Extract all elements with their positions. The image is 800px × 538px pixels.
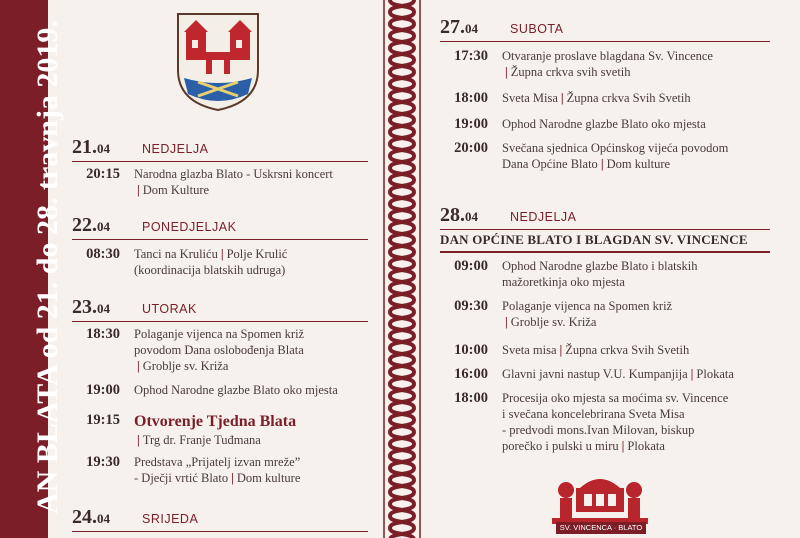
event-line: | Groblje sv. Križa xyxy=(137,359,229,373)
event-row xyxy=(438,48,778,80)
event-line: | Župna crkva svih svetih xyxy=(505,65,631,79)
event-time: 19:00 xyxy=(454,116,488,132)
event-row xyxy=(438,90,778,107)
event-time: 18:00 xyxy=(454,90,488,106)
event-description xyxy=(134,326,304,374)
event-line: povodom Dana oslobođenja Blata xyxy=(134,343,304,357)
event-description xyxy=(502,366,734,383)
event-row xyxy=(70,326,376,374)
event-line: mažoretkinja oko mjesta xyxy=(502,275,625,289)
event-description xyxy=(134,166,333,198)
event-time: 09:00 xyxy=(454,258,488,274)
event-line: Ophod Narodne glazbe Blato i blatskih xyxy=(502,259,698,273)
event-row xyxy=(438,116,778,133)
event-time: 10:00 xyxy=(454,342,488,358)
day-date: 22.04 xyxy=(72,214,110,236)
event-time: 20:15 xyxy=(86,166,120,182)
event-line: | Trg dr. Franje Tuđmana xyxy=(137,433,261,447)
event-line: Predstava „Prijatelj izvan mreže” xyxy=(134,455,301,469)
event-description xyxy=(502,116,706,133)
municipal-crest-icon xyxy=(176,12,260,112)
day-name: NEDJELJA xyxy=(510,210,577,224)
day-header xyxy=(440,16,770,42)
event-line: Narodna glazba Blato - Uskrsni koncert xyxy=(134,167,333,181)
event-line: Polaganje vijenca na Spomen križ xyxy=(134,327,305,341)
braid-ornament xyxy=(382,0,422,538)
day-date: 24.04 xyxy=(72,506,110,528)
event-description xyxy=(502,90,691,107)
event-line: Otvaranje proslave blagdana Sv. Vincence xyxy=(502,49,713,63)
event-line: (koordinacija blatskih udruga) xyxy=(134,263,286,277)
event-highlight: Otvorenje Tjedna Blata xyxy=(134,413,297,430)
event-line: Glavni javni nastup V.U. Kumpanjija | Plokata xyxy=(502,367,734,381)
event-row xyxy=(438,258,778,290)
event-line: Dana Općine Blato | Dom kulture xyxy=(502,157,671,171)
day-name: SUBOTA xyxy=(510,22,564,36)
event-row xyxy=(438,390,778,454)
event-row xyxy=(70,454,376,486)
day-name: PONEDJELJAK xyxy=(142,220,237,234)
day-name: SRIJEDA xyxy=(142,512,199,526)
event-description xyxy=(502,140,728,172)
event-line: Sveta misa | Župna crkva Svih Svetih xyxy=(502,343,690,357)
event-line: Ophod Narodne glazbe Blato oko mjesta xyxy=(134,383,338,397)
day-header xyxy=(72,296,368,322)
event-line: Tanci na Kruliću | Polje Krulić xyxy=(134,247,288,261)
event-line: porečko i pulski u miru | Plokata xyxy=(502,439,665,453)
day-banner: DAN OPĆINE BLATO I BLAGDAN SV. VINCENCE xyxy=(440,232,748,247)
event-description xyxy=(502,342,689,359)
day-date: 21.04 xyxy=(72,136,110,158)
event-description xyxy=(502,48,713,80)
side-banner-text: AN BLATA od 21. do 28. travnja 2019. xyxy=(31,20,64,514)
event-line: Polaganje vijenca na Spomen križ xyxy=(502,299,673,313)
event-line: i svečana koncelebrirana Sveta Misa xyxy=(502,407,685,421)
event-time: 18:00 xyxy=(454,390,488,406)
day-header xyxy=(72,214,368,240)
event-description xyxy=(502,258,697,290)
event-description xyxy=(134,246,287,278)
event-line: - predvodi mons.Ivan Milovan, biskup xyxy=(502,423,695,437)
event-row xyxy=(70,412,376,448)
event-row xyxy=(70,382,376,399)
event-description xyxy=(502,390,728,454)
event-line: - Dječji vrtić Blato | Dom kulture xyxy=(134,471,301,485)
divider xyxy=(440,251,770,253)
event-row xyxy=(438,140,778,172)
event-time: 17:30 xyxy=(454,48,488,64)
event-row xyxy=(70,166,376,198)
day-name: UTORAK xyxy=(142,302,197,316)
event-description xyxy=(134,412,296,448)
day-header xyxy=(72,136,368,162)
event-row xyxy=(438,366,778,383)
event-time: 20:00 xyxy=(454,140,488,156)
event-time: 19:30 xyxy=(86,454,120,470)
logo-caption: SV. VINCENCA · BLATO xyxy=(556,522,646,534)
event-time: 08:30 xyxy=(86,246,120,262)
side-band xyxy=(0,0,64,538)
event-time: 09:30 xyxy=(454,298,488,314)
event-description xyxy=(134,454,300,486)
event-description xyxy=(502,298,672,330)
day-header xyxy=(440,204,770,230)
event-row xyxy=(438,342,778,359)
event-row xyxy=(438,298,778,330)
event-line: Ophod Narodne glazbe Blato oko mjesta xyxy=(502,117,706,131)
day-date: 27.04 xyxy=(440,16,478,38)
event-line: Svečana sjednica Općinskog vijeća povodom xyxy=(502,141,729,155)
day-name: NEDJELJA xyxy=(142,142,209,156)
event-line: Sveta Misa | Župna crkva Svih Svetih xyxy=(502,91,691,105)
event-time: 19:00 xyxy=(86,382,120,398)
event-time: 16:00 xyxy=(454,366,488,382)
event-row xyxy=(70,246,376,278)
day-date: 23.04 xyxy=(72,296,110,318)
event-time: 18:30 xyxy=(86,326,120,342)
day-header xyxy=(72,506,368,532)
day-date: 28.04 xyxy=(440,204,478,226)
event-line: | Groblje sv. Križa xyxy=(505,315,597,329)
event-line: Procesija oko mjesta sa moćima sv. Vincence xyxy=(502,391,729,405)
event-description xyxy=(134,382,338,399)
event-line: | Dom Kulture xyxy=(137,183,210,197)
event-time: 19:15 xyxy=(86,412,120,428)
